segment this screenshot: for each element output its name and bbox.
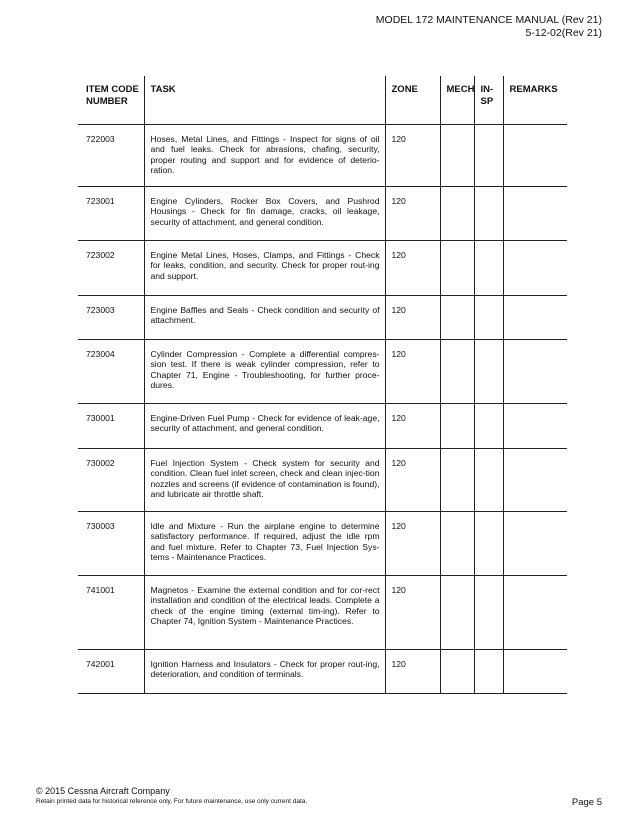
- task-description: Hoses, Metal Lines, and Fittings - Inspect for signs of oil and fuel leaks. Check for abrasions, chafing, security, proper routing and support and for evidence of deterio-ration.: [144, 125, 385, 187]
- column-header-insp: IN- SP: [474, 76, 503, 125]
- task-description: Fuel Injection System - Check system for security and condition. Clean fuel inlet screen, check and clean injec-tion nozzles and screens (if evidence of contamination is found), and lubricate air throttle shaft.: [144, 449, 385, 512]
- table-row: [78, 650, 567, 694]
- task-description: Cylinder Compression - Complete a differential compres-sion test. If there is weak cylinder compression, refer to Chapter 71, Engine - Troubleshooting, for further proce-dures.: [144, 340, 385, 404]
- column-header-remarks: REMARKS: [503, 76, 567, 125]
- zone: 120: [385, 241, 440, 296]
- mech-cell: [440, 187, 474, 241]
- task-description: Engine Cylinders, Rocker Box Covers, and Pushrod Housings - Check for fin damage, cracks, oil leakage, security of attachment, and general condition.: [144, 187, 385, 241]
- zone: 120: [385, 512, 440, 576]
- table-row: [78, 340, 567, 404]
- remarks-cell: [503, 650, 567, 694]
- remarks-cell: [503, 296, 567, 340]
- task-description: Idle and Mixture - Run the airplane engine to determine satisfactory performance. If required, adjust the idle rpm and fuel mixture. Refer to Chapter 73, Fuel Injection Sys-tems - Maintenance Practices.: [144, 512, 385, 576]
- zone: 120: [385, 404, 440, 449]
- item-code: 742001: [78, 650, 144, 694]
- insp-cell: [474, 512, 503, 576]
- table-row: [78, 125, 567, 187]
- item-code: 722003: [78, 125, 144, 187]
- mech-cell: [440, 576, 474, 650]
- mech-cell: [440, 650, 474, 694]
- item-code: 741001: [78, 576, 144, 650]
- insp-cell: [474, 125, 503, 187]
- insp-cell: [474, 449, 503, 512]
- mech-cell: [440, 296, 474, 340]
- mech-cell: [440, 241, 474, 296]
- insp-cell: [474, 576, 503, 650]
- remarks-cell: [503, 241, 567, 296]
- insp-cell: [474, 650, 503, 694]
- page-number: Page 5: [571, 797, 602, 808]
- zone: 120: [385, 125, 440, 187]
- task-description: Engine-Driven Fuel Pump - Check for evidence of leak-age, security of attachment, and general condition.: [144, 404, 385, 449]
- remarks-cell: [503, 404, 567, 449]
- insp-cell: [474, 187, 503, 241]
- item-code: 723004: [78, 340, 144, 404]
- zone: 120: [385, 187, 440, 241]
- column-header-task: TASK: [144, 76, 385, 125]
- table-row: [78, 576, 567, 650]
- page-header: [376, 14, 602, 40]
- item-code: 730001: [78, 404, 144, 449]
- table-row: [78, 404, 567, 449]
- page-footer: [36, 786, 602, 808]
- task-description: Magnetos - Examine the external condition and for cor-rect installation and condition of the electrical leads. Complete a check of the engine timing (external tim-ing). Refer to Chapter 74, Ignition System - Maintenance Practices.: [144, 576, 385, 650]
- column-header-item-code: ITEM CODE NUMBER: [78, 76, 144, 125]
- insp-cell: [474, 404, 503, 449]
- task-description: Engine Metal Lines, Hoses, Clamps, and Fittings - Check for leaks, condition, and security. Check for proper rout-ing and support.: [144, 241, 385, 296]
- zone: 120: [385, 296, 440, 340]
- zone: 120: [385, 340, 440, 404]
- task-description: Ignition Harness and Insulators - Check for proper rout-ing, deterioration, and condition of terminals.: [144, 650, 385, 694]
- inspection-task-table: [78, 76, 567, 694]
- task-description: Engine Baffles and Seals - Check condition and security of attachment.: [144, 296, 385, 340]
- retention-notice: Retain printed data for historical reference only. For future maintenance, use only current data.: [36, 798, 308, 805]
- remarks-cell: [503, 340, 567, 404]
- mech-cell: [440, 404, 474, 449]
- zone: 120: [385, 449, 440, 512]
- mech-cell: [440, 340, 474, 404]
- mech-cell: [440, 512, 474, 576]
- insp-cell: [474, 241, 503, 296]
- insp-cell: [474, 296, 503, 340]
- remarks-cell: [503, 512, 567, 576]
- item-code: 723001: [78, 187, 144, 241]
- item-code: 730002: [78, 449, 144, 512]
- zone: 120: [385, 576, 440, 650]
- table-row: [78, 241, 567, 296]
- table-row: [78, 296, 567, 340]
- column-header-mech: MECH: [440, 76, 474, 125]
- revision-date: 5-12-02(Rev 21): [525, 27, 602, 39]
- remarks-cell: [503, 449, 567, 512]
- column-header-zone: ZONE: [385, 76, 440, 125]
- table-header-row: [78, 76, 567, 125]
- item-code: 723002: [78, 241, 144, 296]
- remarks-cell: [503, 576, 567, 650]
- table-row: [78, 187, 567, 241]
- zone: 120: [385, 650, 440, 694]
- table-row: [78, 512, 567, 576]
- table-row: [78, 449, 567, 512]
- item-code: 723003: [78, 296, 144, 340]
- copyright-text: © 2015 Cessna Aircraft Company: [36, 786, 170, 796]
- remarks-cell: [503, 187, 567, 241]
- manual-title: MODEL 172 MAINTENANCE MANUAL (Rev 21): [375, 14, 602, 26]
- insp-cell: [474, 340, 503, 404]
- mech-cell: [440, 125, 474, 187]
- item-code: 730003: [78, 512, 144, 576]
- remarks-cell: [503, 125, 567, 187]
- mech-cell: [440, 449, 474, 512]
